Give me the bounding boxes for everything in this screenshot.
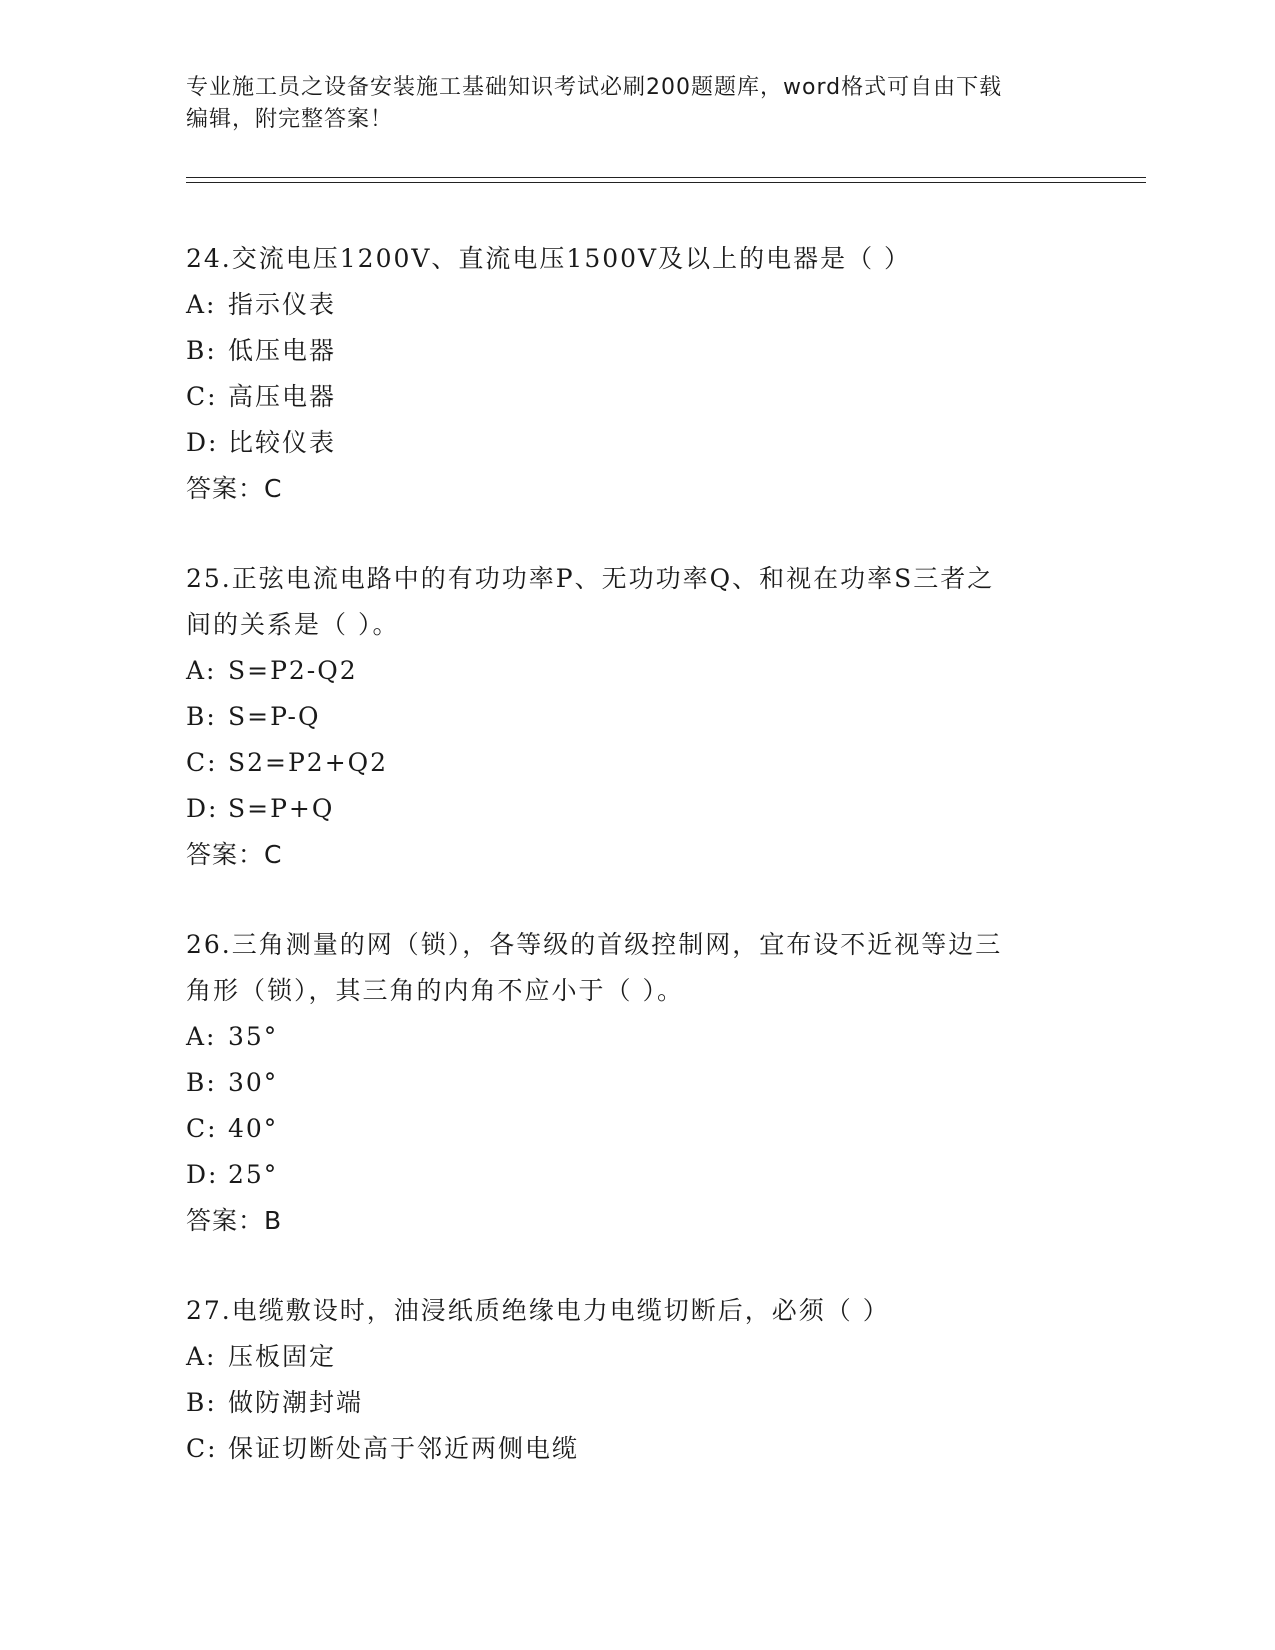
stem-line: 27.电缆敷设时，油浸纸质绝缘电力电缆切断后，必须（ ） [186, 1296, 890, 1325]
option-key: B: [186, 702, 217, 731]
option-d [186, 1152, 1086, 1198]
stem-line: 角形（锁），其三角的内角不应小于（ ）。 [186, 976, 684, 1005]
answer-line: 答案：B [186, 1206, 283, 1235]
option-text: S=P+Q [228, 794, 335, 823]
question-stem [186, 922, 1086, 1014]
option-c [186, 740, 1086, 786]
option-key: B: [186, 1068, 217, 1097]
option-key: C: [186, 1114, 218, 1143]
option-key: A: [186, 1022, 217, 1051]
option-text: 比较仪表 [228, 428, 337, 457]
question-stem [186, 1288, 1086, 1334]
option-text: S2=P2+Q2 [228, 748, 389, 777]
option-text: 30° [228, 1068, 279, 1097]
question-24 [186, 236, 1086, 512]
option-a [186, 282, 1086, 328]
option-text: 压板固定 [228, 1342, 337, 1371]
option-b [186, 1060, 1086, 1106]
option-key: C: [186, 382, 218, 411]
option-c [186, 1426, 1086, 1472]
option-a [186, 1014, 1086, 1060]
answer-line: 答案：C [186, 840, 283, 869]
option-d [186, 786, 1086, 832]
option-key: B: [186, 1388, 217, 1417]
option-key: D: [186, 794, 219, 823]
option-key: A: [186, 656, 217, 685]
option-b [186, 1380, 1086, 1426]
option-c [186, 1106, 1086, 1152]
question-list [186, 236, 1086, 1516]
option-b [186, 328, 1086, 374]
question-26 [186, 922, 1086, 1244]
option-text: S=P2-Q2 [228, 656, 358, 685]
question-27 [186, 1288, 1086, 1472]
question-stem [186, 556, 1086, 648]
header-line-2: 编辑，附完整答案！ [186, 107, 394, 132]
option-a [186, 648, 1086, 694]
option-c [186, 374, 1086, 420]
document-header [186, 72, 1066, 136]
option-key: C: [186, 1434, 218, 1463]
option-b [186, 694, 1086, 740]
option-text: 保证切断处高于邻近两侧电缆 [228, 1434, 580, 1463]
stem-line: 25.正弦电流电路中的有功功率P、无功功率Q、和视在功率S三者之 [186, 564, 995, 593]
header-line-1: 专业施工员之设备安装施工基础知识考试必刷200题题库，word格式可自由下载 [186, 75, 1003, 100]
answer-line: 答案：C [186, 474, 283, 503]
stem-line: 26.三角测量的网（锁），各等级的首级控制网，宜布设不近视等边三 [186, 930, 1003, 959]
option-key: D: [186, 428, 219, 457]
option-text: 指示仪表 [228, 290, 337, 319]
question-stem [186, 236, 1086, 282]
option-text: S=P-Q [228, 702, 321, 731]
option-key: B: [186, 336, 217, 365]
stem-line: 24.交流电压1200V、直流电压1500V及以上的电器是（ ） [186, 244, 912, 273]
option-a [186, 1334, 1086, 1380]
option-key: A: [186, 290, 217, 319]
option-key: A: [186, 1342, 217, 1371]
header-divider-top [186, 177, 1146, 178]
option-key: D: [186, 1160, 219, 1189]
option-text: 40° [228, 1114, 279, 1143]
option-key: C: [186, 748, 218, 777]
option-text: 低压电器 [228, 336, 337, 365]
option-d [186, 420, 1086, 466]
question-25 [186, 556, 1086, 878]
option-text: 高压电器 [228, 382, 337, 411]
option-text: 35° [228, 1022, 279, 1051]
option-text: 做防潮封端 [228, 1388, 364, 1417]
stem-line: 间的关系是（ ）。 [186, 610, 400, 639]
header-divider-bottom [186, 182, 1146, 183]
option-text: 25° [228, 1160, 279, 1189]
